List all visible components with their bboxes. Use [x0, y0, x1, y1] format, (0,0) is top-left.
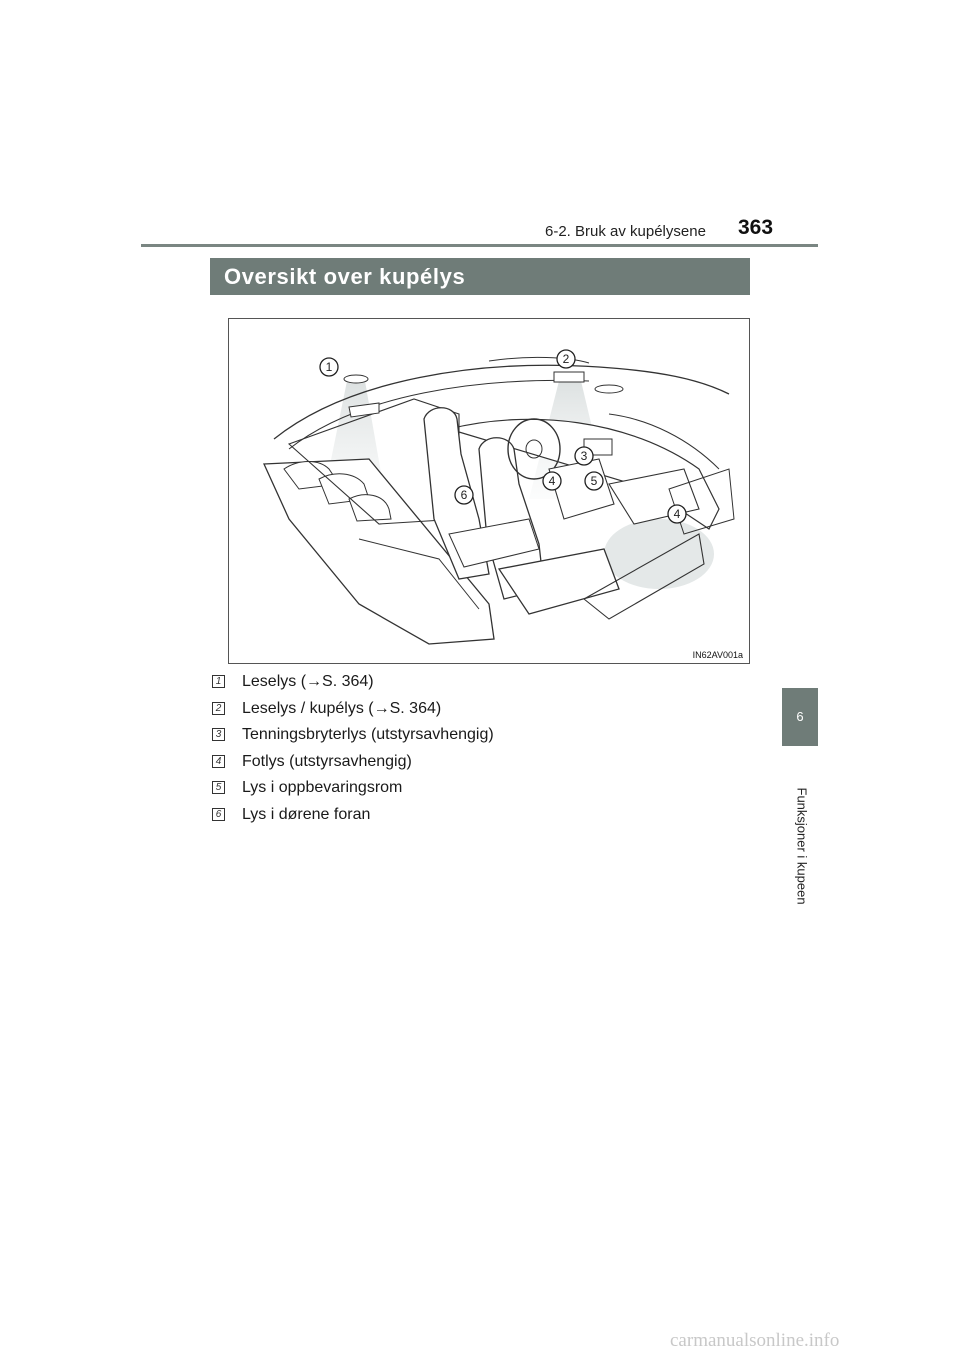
- page-number: 363: [738, 216, 774, 239]
- legend-text: Lys i dørene foran: [242, 805, 371, 823]
- page-title: Oversikt over kupélys: [210, 258, 750, 295]
- svg-text:1: 1: [325, 360, 333, 374]
- svg-text:4: 4: [548, 474, 556, 488]
- svg-text:6: 6: [460, 488, 468, 502]
- svg-text:5: 5: [590, 474, 598, 488]
- legend-text: Fotlys (utstyrsavhengig): [242, 752, 412, 770]
- car-interior-drawing: [229, 319, 750, 664]
- callout-2: [557, 350, 575, 368]
- svg-text:3: 3: [580, 449, 588, 463]
- legend-number: 4: [212, 755, 225, 768]
- watermark: carmanualsonline.info: [670, 1330, 840, 1351]
- legend-text: Lys i oppbevaringsrom: [242, 779, 403, 796]
- callout-4-footwell: [668, 505, 686, 523]
- legend-number: 6: [212, 808, 225, 821]
- chapter-title: Funksjoner i kupeen: [794, 787, 810, 905]
- legend-number: 3: [212, 728, 225, 741]
- figure-code: IN62AV001a: [692, 650, 743, 660]
- interior-lights-illustration: [228, 318, 750, 664]
- legend-text: Leselys / kupélys (→S. 364): [242, 699, 442, 717]
- callout-6: [455, 486, 473, 504]
- legend-number: 5: [212, 781, 225, 794]
- callout-3: [575, 447, 593, 465]
- legend-number: 1: [212, 675, 225, 688]
- legend-text: Tenningsbryterlys (utstyrsavhengig): [242, 726, 494, 743]
- callout-1: [320, 358, 338, 376]
- legend-number: 2: [212, 702, 225, 715]
- section-title: 6-2. Bruk av kupélysene: [545, 223, 706, 240]
- svg-text:2: 2: [562, 352, 570, 366]
- header-divider: [141, 244, 818, 247]
- callout-4-ignition: [543, 472, 561, 490]
- callout-5: [585, 472, 603, 490]
- svg-text:4: 4: [673, 507, 681, 521]
- legend-text: Leselys (→S. 364): [242, 673, 374, 690]
- chapter-tab: 6: [782, 688, 818, 746]
